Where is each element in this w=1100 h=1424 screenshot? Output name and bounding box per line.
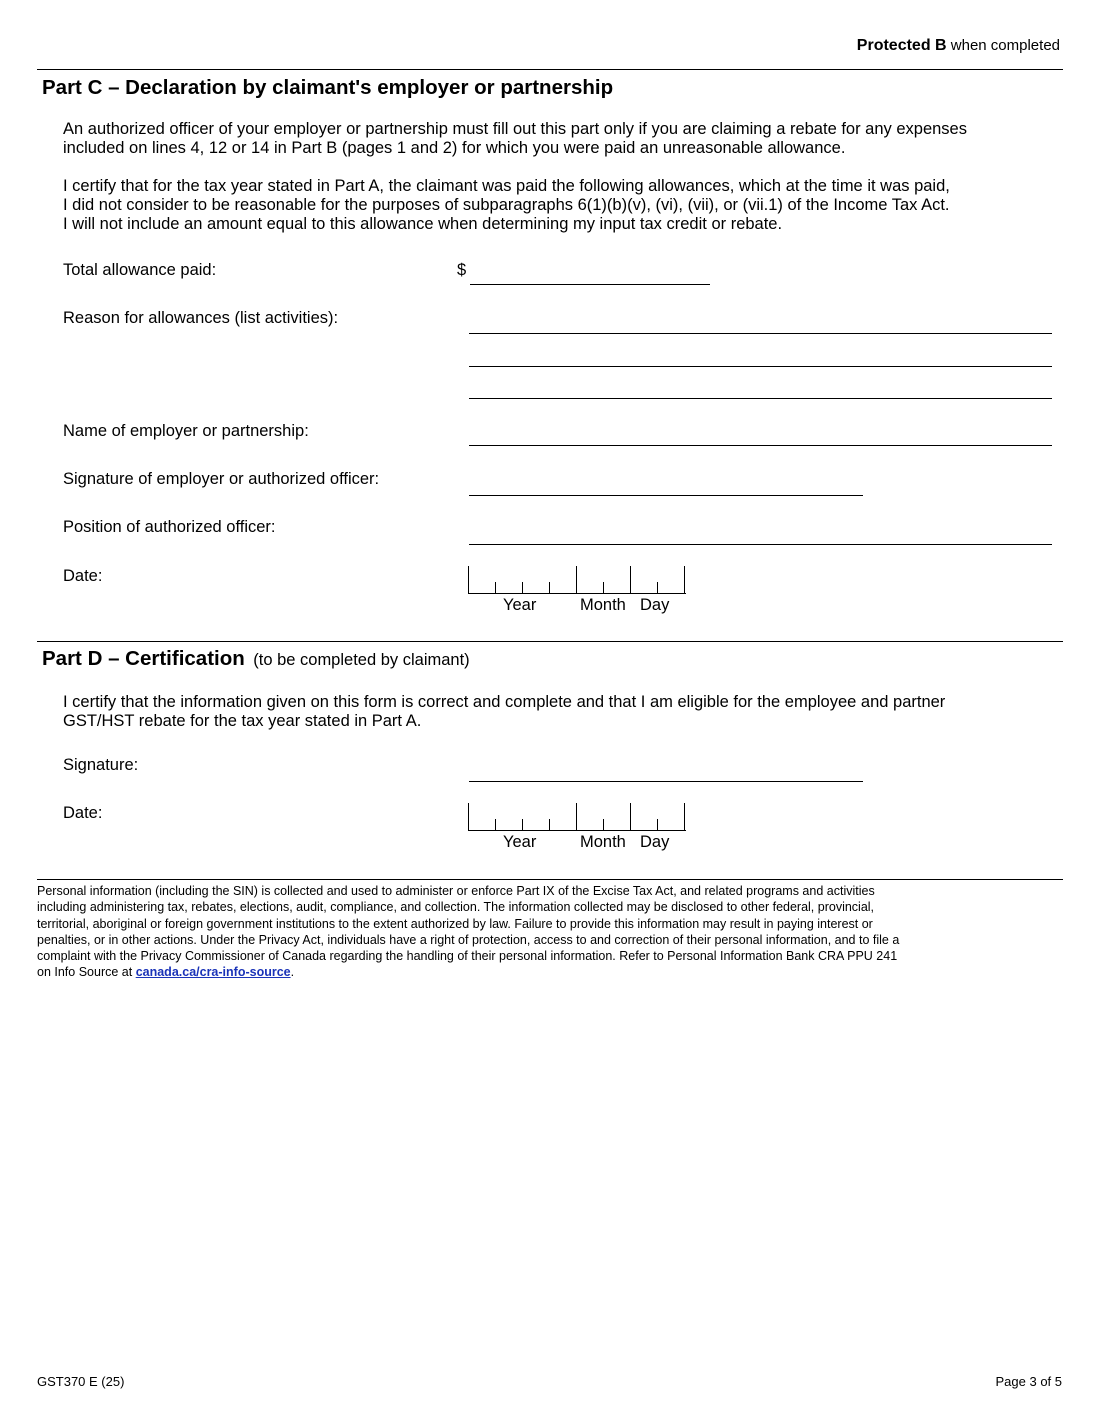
privacy-line-6-suffix: . bbox=[290, 965, 295, 980]
employer-signature-field[interactable] bbox=[472, 473, 862, 495]
total-allowance-label: Total allowance paid: bbox=[63, 261, 217, 279]
part-d-date-day-label: Day bbox=[640, 833, 670, 851]
privacy-line-3: territorial, aboriginal or foreign government institutions to the extent authorized by law. Failure to provide this information may result in paying interest or bbox=[37, 916, 873, 931]
part-c-date-label: Date: bbox=[63, 567, 103, 585]
part-c-date-field[interactable] bbox=[468, 566, 686, 614]
privacy-top-rule bbox=[37, 879, 1063, 880]
employer-name-label: Name of employer or partnership: bbox=[63, 422, 309, 440]
part-c-cert-line-1: I certify that for the tax year stated in Part A, the claimant was paid the following allowances, which at the time it was paid, bbox=[63, 177, 950, 195]
protected-label: Protected B bbox=[856, 37, 947, 54]
part-d-heading bbox=[42, 647, 470, 671]
part-d-top-rule bbox=[37, 641, 1063, 642]
part-c-intro bbox=[63, 120, 967, 158]
part-c-intro-line-1: An authorized officer of your employer or partnership must fill out this part only if you are claiming a rebate for any expenses bbox=[63, 120, 967, 138]
reason-label: Reason for allowances (list activities): bbox=[63, 309, 339, 327]
privacy-line-6-prefix: on Info Source at bbox=[37, 965, 133, 980]
part-c-intro-line-2: included on lines 4, 12 or 14 in Part B (pages 1 and 2) for which you were paid an unreasonable allowance. bbox=[63, 139, 846, 157]
info-source-link[interactable]: canada.ca/cra-info-source bbox=[135, 965, 291, 980]
part-c-date-year-label: Year bbox=[503, 596, 537, 614]
total-allowance-underline bbox=[470, 284, 710, 285]
part-d-date-field[interactable] bbox=[468, 803, 686, 851]
position-underline bbox=[469, 544, 1052, 545]
claimant-signature-label: Signature: bbox=[63, 756, 139, 774]
part-d-title: Part D – Certification bbox=[42, 647, 245, 670]
part-c-cert-line-3: I will not include an amount equal to this allowance when determining my input tax credit or rebate. bbox=[63, 215, 783, 233]
privacy-notice bbox=[37, 883, 899, 981]
part-c-cert-line-2: I did not consider to be reasonable for the purposes of subparagraphs 6(1)(b)(v), (vi), (vii), or (vii.1) of the Income Tax Act. bbox=[63, 196, 950, 214]
claimant-signature-underline bbox=[469, 781, 863, 782]
part-d-subtitle: (to be completed by claimant) bbox=[253, 651, 470, 669]
page-number: Page 3 of 5 bbox=[995, 1374, 1062, 1389]
reason-underline-1 bbox=[469, 333, 1052, 334]
part-d-date-label: Date: bbox=[63, 804, 103, 822]
position-label: Position of authorized officer: bbox=[63, 518, 276, 536]
protected-b-banner bbox=[857, 37, 1060, 55]
privacy-line-6 bbox=[37, 964, 899, 980]
part-c-top-rule bbox=[37, 69, 1063, 70]
protected-suffix: when completed bbox=[950, 37, 1060, 54]
total-allowance-field[interactable] bbox=[472, 261, 710, 283]
reason-field-2[interactable] bbox=[472, 344, 1052, 366]
part-d-text-line-2: GST/HST rebate for the tax year stated in Part A. bbox=[63, 712, 422, 730]
employer-signature-underline bbox=[469, 495, 863, 496]
part-c-date-day-label: Day bbox=[640, 596, 670, 614]
part-c-title: Part C – Declaration by claimant's employer or partnership bbox=[42, 76, 614, 99]
privacy-line-4: penalties, or in other actions. Under the Privacy Act, individuals have a right of protection, access to and correction of their personal information, and to file a bbox=[37, 932, 900, 947]
form-code: GST370 E (25) bbox=[37, 1374, 125, 1389]
privacy-line-5: complaint with the Privacy Commissioner of Canada regarding the handling of their personal information. Refer to Personal Information Bank CRA PPU 241 bbox=[37, 949, 898, 964]
position-field[interactable] bbox=[472, 522, 1052, 544]
claimant-signature-field[interactable] bbox=[472, 759, 862, 781]
part-c-date-month-label: Month bbox=[580, 596, 626, 614]
privacy-line-1: Personal information (including the SIN) is collected and used to administer or enforce Part IX of the Excise Tax Act, and related programs and activities bbox=[37, 884, 875, 898]
part-d-date-year-label: Year bbox=[503, 833, 537, 851]
reason-field-1[interactable] bbox=[472, 311, 1052, 333]
part-d-date-month-label: Month bbox=[580, 833, 626, 851]
employer-name-field[interactable] bbox=[472, 423, 1052, 445]
dollar-sign: $ bbox=[457, 261, 467, 279]
employer-name-underline bbox=[469, 445, 1052, 446]
reason-field-3[interactable] bbox=[472, 376, 1052, 398]
privacy-line-2: including administering tax, rebates, elections, audit, compliance, and collection. The information collected may be disclosed to other federal, provincial, bbox=[37, 900, 875, 915]
part-d-text-line-1: I certify that the information given on this form is correct and complete and that I am eligible for the employee and partner bbox=[63, 693, 946, 711]
reason-underline-3 bbox=[469, 398, 1052, 399]
part-c-certification-text bbox=[63, 177, 950, 234]
reason-underline-2 bbox=[469, 366, 1052, 367]
part-d-certification-text bbox=[63, 693, 945, 731]
employer-signature-label: Signature of employer or authorized officer: bbox=[63, 470, 380, 488]
